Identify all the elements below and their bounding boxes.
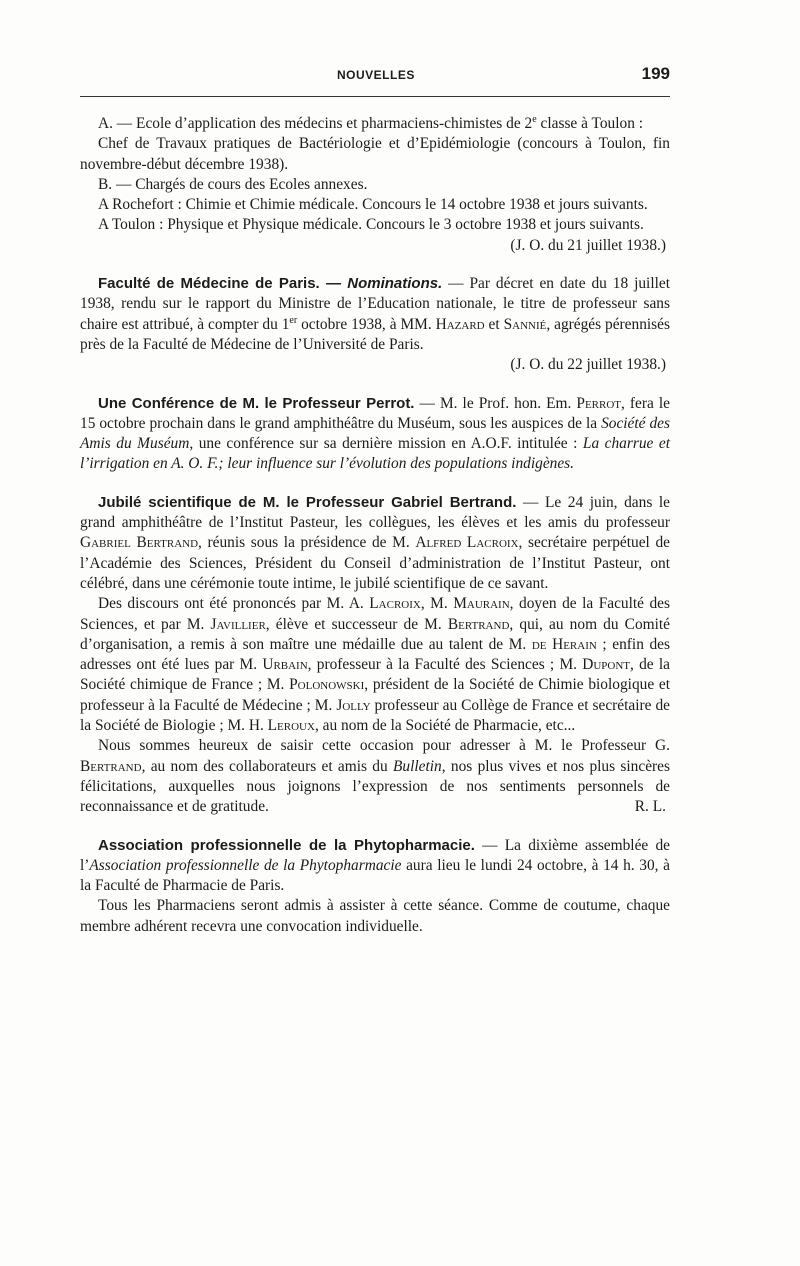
person-name: Bertrand: [447, 615, 510, 633]
page-header: [80, 62, 670, 90]
toulon-paragraph: A Toulon : Physique et Physique médicale. Concours le 3 octobre 1938 et jours suivants.: [98, 216, 644, 234]
felicitations-text: , nos plus vives et nos plus sincères félicitations, auxquelles nous joignons l’expression de nos sentiments personnels de reconnaissance et de gratitude.: [80, 757, 670, 816]
decree-text: et: [484, 315, 504, 333]
speeches-text: professeur au Collège de France et secrétaire de la Société de Biologie ; M. H.: [80, 696, 670, 735]
faculte-medecine-paragraph: [80, 274, 670, 355]
phytopharmacie-paragraph-1: [80, 836, 670, 897]
ecole-application-paragraph: A. — Ecole d’application des médecins et pharmaciens-chimistes de 2e classe à Toulon :: [98, 113, 644, 132]
decree-text: — Par décret en date du 18 juillet 1938, rendu sur le rapport du Ministre de l’Education nationale, le titre de professeur sans chaire est attribué, à compter du 1: [80, 275, 670, 333]
jubile-paragraph-2: [80, 594, 670, 736]
section-heading: Une Conférence de M. le Professeur Perrot.: [98, 394, 415, 412]
section-heading: Association professionnelle de la Phytopharmacie.: [98, 836, 475, 854]
person-name: Perrot: [576, 394, 622, 412]
page-number: 199: [641, 64, 670, 83]
page-content: [80, 114, 670, 937]
conference-text: , une conférence sur sa dernière mission en A.O.F. intitulée :: [189, 435, 583, 453]
classe-text: classe à Toulon :: [536, 115, 644, 132]
jubile-text: — Le 24 juin, dans le grand amphithéâtre de l’Institut Pasteur, les collègues, les élèves et les amis du professeur: [80, 493, 670, 532]
assembly-text: — La dixième assemblée de l’: [80, 836, 670, 874]
conference-perrot-paragraph: [80, 394, 670, 475]
felicitations-text: Nous sommes heureux de saisir cette occasion pour adresser à M. le Professeur G.: [98, 737, 670, 755]
ordinal-sup: er: [289, 314, 298, 326]
person-name: Javillier: [210, 615, 266, 633]
source-citation: (J. O. du 22 juillet 1938.): [510, 356, 666, 374]
running-title: NOUVELLES: [337, 68, 415, 82]
felicitations-text: , au nom des collaborateurs et amis du: [141, 757, 394, 775]
speeches-text: , président de la Société de Chimie biologique et professeur à la Faculté de Médecine ; M.: [80, 676, 670, 714]
speeches-text: , élève et successeur de M.: [265, 615, 448, 633]
conference-title: La charrue et l’irrigation en A. O. F.; leur influence sur l’évolution des populations indigènes.: [80, 435, 670, 473]
jubile-text: , réunis sous la présidence de M.: [198, 534, 416, 552]
ordinal-sup: e: [532, 113, 537, 125]
author-signature: R. L.: [634, 798, 666, 816]
person-name: Jolly: [336, 696, 371, 714]
speeches-text: , doyen de la Faculté des Sciences, et par M.: [80, 595, 671, 633]
heading-dash: —: [319, 275, 348, 293]
bulletin-title: Bulletin: [393, 757, 442, 775]
charges-cours-paragraph: B. — Chargés de cours des Ecoles annexes.: [98, 175, 368, 193]
speeches-text: , de la Société chimique de France ; M.: [80, 656, 670, 694]
society-name: Société des Amis du Muséum: [80, 414, 670, 453]
speeches-text: Des discours ont été prononcés par M. A.: [98, 595, 370, 613]
header-rule: [80, 96, 670, 97]
assembly-text: aura lieu le lundi 24 octobre, à 14 h. 30, à la Faculté de Pharmacie de Paris.: [80, 856, 670, 895]
person-name: de Herain: [531, 635, 597, 653]
person-name: Sannié: [503, 315, 547, 333]
source-citation: (J. O. du 21 juillet 1938.): [510, 236, 666, 254]
decree-text: , agrégés pérennisés près de la Faculté de Médecine de l’Université de Paris.: [80, 315, 670, 353]
rochefort-paragraph: A Rochefort : Chimie et Chimie médicale. Concours le 14 octobre 1938 et jours suivants.: [98, 196, 648, 214]
association-name: Association professionnelle de la Phytopharmacie: [89, 856, 402, 874]
speeches-text: , M.: [420, 595, 454, 613]
person-name: Lacroix: [369, 595, 421, 613]
person-name: Urbain: [262, 656, 308, 674]
person-name: Dupont: [582, 656, 631, 674]
person-name: Polonowski: [289, 676, 365, 694]
ecole-text: A. — Ecole d’application des médecins et pharmaciens-chimistes de: [98, 115, 521, 132]
decree-text: octobre 1938, à MM.: [297, 315, 436, 333]
speeches-text: , qui, au nom du Comité d’organisation, a remis à son maître une médaille due au talent de M.: [80, 615, 671, 653]
person-name: Hazard: [435, 315, 485, 333]
speeches-text: , au nom de la Société de Pharmacie, etc...: [314, 717, 576, 735]
person-name: Alfred Lacroix: [415, 534, 519, 552]
chef-travaux-paragraph: Chef de Travaux pratiques de Bactériologie et d’Epidémiologie (concours à Toulon, fin novembre-début décembre 1938).: [80, 135, 670, 173]
section-heading: Faculté de Médecine de Paris.: [98, 275, 320, 293]
speeches-text: , professeur à la Faculté des Sciences ; M.: [307, 656, 583, 674]
person-name: Maurain: [453, 595, 510, 613]
speeches-text: ; enfin des adresses ont été lues par M.: [80, 635, 671, 674]
person-name: Bertrand: [80, 757, 142, 775]
section-subheading: Nominations.: [347, 275, 443, 293]
jubile-paragraph-1: [80, 493, 670, 594]
conference-text: , fera le 15 octobre prochain dans le grand amphithéâtre du Muséum, sous les auspices de la: [80, 394, 670, 432]
jubile-text: , secrétaire perpétuel de l’Académie des Sciences, Président du Conseil d’administration de l’Institut Pasteur, ont célébré, dans une cérémonie toute intime, le jubilé scientifique de ce savant.: [80, 534, 671, 592]
section-heading: Jubilé scientifique de M. le Professeur Gabriel Bertrand.: [98, 493, 517, 511]
person-name: Leroux: [267, 717, 315, 735]
jubile-paragraph-3: [80, 736, 670, 817]
person-name: Gabriel Bertrand: [80, 534, 199, 552]
phytopharmacie-paragraph-2: Tous les Pharmaciens seront admis à assister à cette séance. Comme de coutume, chaque membre adhérent recevra une convocation individuelle.: [80, 897, 670, 935]
conference-text: — M. le Prof. hon. Em.: [414, 394, 577, 412]
